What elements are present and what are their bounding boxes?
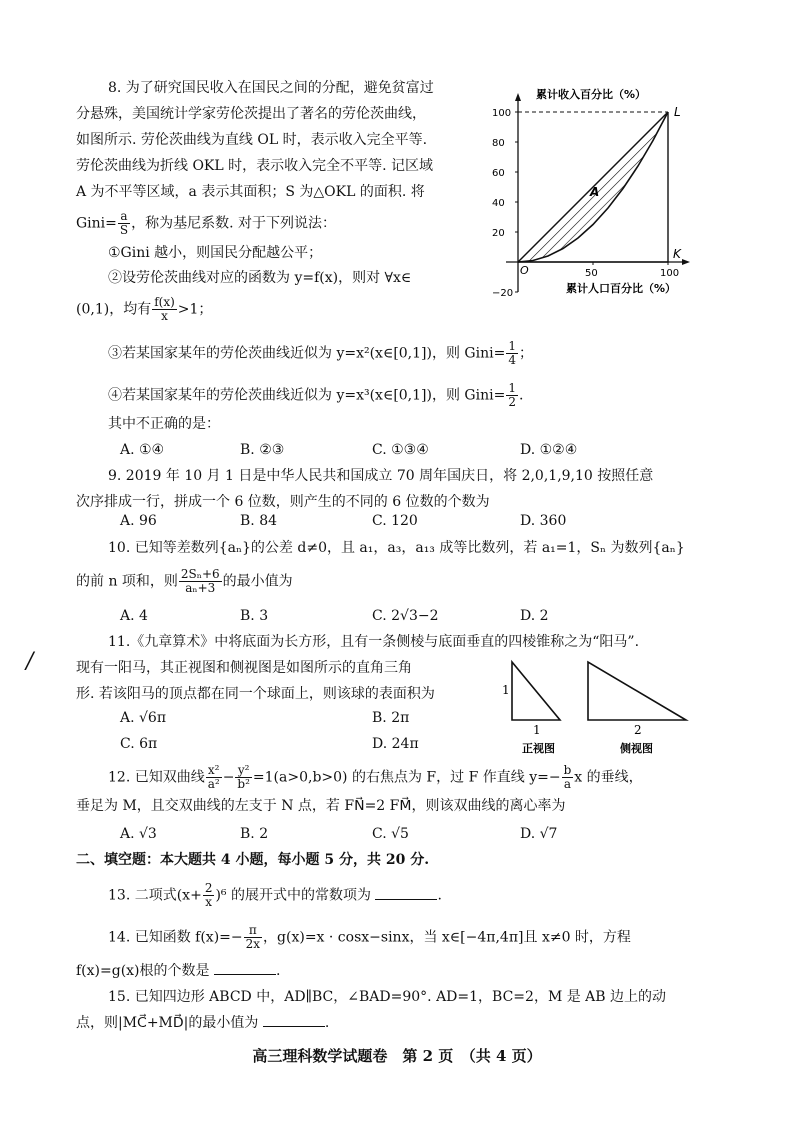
half-fraction (506, 382, 518, 409)
x-tick-label: 50 (585, 268, 598, 279)
q10-line1: 10. 已知等差数列{aₙ}的公差 d≠0，且 a₁，a₃，a₁₃ 成等比数列，若 a₁=1，Sₙ 为数列{aₙ} (108, 540, 685, 556)
q10-choice-d[interactable]: D. 2 (520, 608, 549, 624)
q12-choice-a[interactable]: A. √3 (120, 826, 157, 842)
q11-choice-b[interactable]: B. 2π (372, 710, 410, 726)
q14-fraction (244, 924, 262, 951)
q14-den: 2x (245, 937, 261, 951)
q13-post: )⁶ 的展开式中的常数项为 (215, 887, 371, 904)
q11-choice-d[interactable]: D. 24π (372, 736, 419, 752)
q14-l2-text: f(x)=g(x)根的个数是 (76, 963, 210, 979)
y-tick-label: 100 (492, 108, 512, 119)
q12-f2-den: b² (237, 777, 250, 791)
q10-choice-c[interactable]: C. 2√3−2 (372, 608, 439, 624)
q12-f1-num: x² (206, 764, 222, 778)
q10-choices (120, 606, 720, 626)
q8-s3-den: 4 (508, 353, 516, 367)
front-view-triangle (512, 662, 560, 720)
q12-f3-den: a (563, 777, 571, 791)
q12-f1-den: a² (207, 777, 220, 791)
q13-fraction (203, 882, 215, 909)
q8-line4: 劳伦茨曲线为折线 OKL 时，表示收入完全不平等. 记区域 (76, 158, 434, 174)
q14-pre: 14. 已知函数 f(x)=− (108, 929, 243, 946)
q8-s4-post: . (518, 387, 524, 404)
front-view-width-label: 1 (533, 723, 541, 737)
q8-line3: 如图所示. 劳伦茨曲线为直线 OL 时，表示收入完全平等. (76, 132, 428, 148)
q11-line3: 形. 若该阳马的顶点都在同一个球面上，则该球的表面积为 (76, 686, 435, 702)
q13-end: . (437, 887, 442, 904)
point-l-label: L (674, 105, 681, 119)
three-view-figure (496, 654, 696, 758)
q8-statement-4 (108, 382, 523, 409)
origin-label: O (520, 264, 529, 277)
q8-statement-1: ①Gini 越小，则国民分配越公平； (108, 245, 323, 261)
margin-pencil-mark: / (26, 649, 34, 674)
q14-end: . (275, 963, 281, 979)
q15-l2-text: 点，则|MC⃗+MD⃗|的最小值为 (76, 1015, 259, 1031)
q15-answer-blank[interactable] (263, 1012, 325, 1027)
y-axis-arrow (515, 93, 521, 101)
y-tick-label: 20 (492, 228, 505, 239)
q11-line2: 现有一阳马，其正视图和侧视图是如图所示的直角三角 (76, 660, 412, 676)
q15-end: . (324, 1015, 330, 1031)
q8-line5: A 为不平等区域，a 表示其面积；S 为△OKL 的面积. 将 (76, 184, 425, 200)
q8-s2b-pre: (0,1)，均有 (76, 301, 152, 318)
q9-line2: 次序排成一行，拼成一个 6 位数，则产生的不同的 6 位数的个数为 (76, 494, 490, 510)
q10-choice-b[interactable]: B. 3 (240, 608, 269, 624)
q8-choices (120, 440, 720, 460)
q10-line2 (76, 568, 293, 595)
q13-line (108, 882, 442, 909)
q8-choice-b[interactable]: B. ②③ (240, 442, 285, 458)
q8-s4-pre: ④若某国家某年的劳伦茨曲线近似为 y=x³(x∈[0,1])，则 Gini= (108, 387, 506, 404)
q11-line1: 11.《九章算术》中将底面为长方形，且有一条侧棱与底面垂直的四棱锥称之为“阳马”. (108, 634, 640, 650)
slope-fraction (562, 764, 574, 791)
q11-choice-a[interactable]: A. √6π (120, 710, 167, 726)
q8-s2b-post: >1； (177, 301, 213, 318)
q12-f3-num: b (563, 763, 572, 777)
q12-choices (120, 824, 720, 844)
q10-l2-pre: 的前 n 项和，则 (76, 573, 178, 590)
q15-line2 (76, 1012, 329, 1033)
q14-num: π (244, 924, 262, 938)
x-denominator: x (161, 309, 168, 323)
q8-s3-post: ； (518, 345, 533, 362)
q15-line1: 15. 已知四边形 ABCD 中，AD∥BC，∠BAD=90°. AD=1，BC=2，M 是 AB 边上的动 (108, 989, 667, 1005)
q8-statement-3 (108, 340, 533, 367)
q8-statement-2-cont (76, 296, 212, 323)
q12-mid: =1(a>0,b>0) 的右焦点为 F，过 F 作直线 y=− (252, 769, 561, 786)
q8-s3-pre: ③若某国家某年的劳伦茨曲线近似为 y=x²(x∈[0,1])，则 Gini= (108, 345, 506, 362)
q12-line2: 垂足为 M，且交双曲线的左支于 N 点，若 FN⃗=2 FM⃗，则该双曲线的离心率为 (76, 798, 566, 814)
q9-line1: 9. 2019 年 10 月 1 日是中华人民共和国成立 70 周年国庆日，将 2,0,1,9,10 按照任意 (108, 468, 654, 484)
y-tick-label: 80 (492, 138, 505, 149)
q14-post: ，g(x)=x · cosx−sinx，当 x∈[−4π,4π]且 x≠0 时，方程 (263, 929, 631, 946)
q8-s3-num: 1 (508, 339, 516, 353)
q13-pre: 13. 二项式(x+ (108, 887, 202, 904)
q10-numerator: 2Sₙ+6 (180, 567, 220, 581)
q10-choice-a[interactable]: A. 4 (120, 608, 148, 624)
chart-plot-area (492, 93, 690, 299)
q10-l2-post: 的最小值为 (222, 573, 293, 590)
q8-gini-definition (76, 210, 336, 237)
y-tick-label: 40 (492, 198, 505, 209)
q9-choices (120, 511, 720, 531)
front-view-height-label: 1 (502, 683, 510, 697)
section-2-heading: 二、填空题：本大题共 4 小题，每小题 5 分，共 20 分. (76, 852, 430, 868)
fx-numerator: f(x) (154, 295, 175, 309)
front-view-caption: 正视图 (522, 742, 555, 755)
y-tick-label: −20 (492, 288, 514, 299)
q13-num: 2 (204, 881, 213, 895)
q8-line2: 分悬殊，美国统计学家劳伦茨提出了著名的劳伦茨曲线， (76, 106, 426, 122)
q8-choice-d[interactable]: D. ①②④ (520, 442, 578, 458)
q8-statement-2: ②设劳伦茨曲线对应的函数为 y=f(x)，则对 ∀x∈ (108, 270, 412, 286)
hyperbola-y-fraction (235, 764, 252, 791)
q9-choice-c[interactable]: C. 120 (372, 513, 418, 529)
q8-choice-a[interactable]: A. ①④ (120, 442, 165, 458)
q9-choice-b[interactable]: B. 84 (240, 513, 278, 529)
q12-choice-d[interactable]: D. √7 (520, 826, 558, 842)
q12-minus: − (222, 769, 235, 786)
q8-choice-c[interactable]: C. ①③④ (372, 442, 429, 458)
q9-choice-d[interactable]: D. 360 (520, 513, 567, 529)
q9-choice-a[interactable]: A. 96 (120, 513, 157, 529)
gini-numerator: a (118, 210, 130, 224)
q8-line1: 8. 为了研究国民收入在国民之间的分配，避免贫富过 (108, 80, 434, 96)
y-tick-label: 60 (492, 168, 505, 179)
gini-label: Gini= (76, 215, 117, 232)
q13-answer-blank[interactable] (375, 885, 437, 900)
side-view-triangle (588, 662, 686, 720)
point-k-label: K (673, 247, 681, 261)
q10-denominator: aₙ+3 (185, 581, 216, 595)
gini-fraction (118, 210, 130, 237)
q11-choice-c[interactable]: C. 6π (120, 736, 158, 752)
side-view-width-label: 2 (634, 723, 642, 737)
fx-over-x-fraction (152, 296, 177, 323)
q8-question: 其中不正确的是： (108, 416, 220, 432)
q12-pre: 12. 已知双曲线 (108, 769, 205, 786)
q14-line2 (76, 960, 280, 981)
q8-s4-num: 1 (508, 381, 516, 395)
chart-xlabel: 累计人口百分比（%） (566, 282, 677, 295)
q12-line1 (108, 764, 643, 791)
q12-post: x 的垂线， (574, 769, 643, 786)
q8-s4-den: 2 (508, 395, 516, 409)
chart-ylabel: 累计收入百分比（%） (536, 88, 647, 101)
q13-den: x (205, 895, 213, 909)
q14-line1 (108, 924, 631, 951)
x-tick-label: 100 (660, 268, 680, 279)
q14-answer-blank[interactable] (214, 960, 276, 975)
q12-f2-num: y² (235, 764, 252, 778)
q12-choice-b[interactable]: B. 2 (240, 826, 269, 842)
gini-denominator: S (119, 223, 129, 237)
gini-tail: ，称为基尼系数. 对于下列说法： (131, 215, 337, 232)
x-axis-arrow (682, 259, 690, 265)
region-a-label: A (590, 185, 600, 199)
page-footer: 高三理科数学试题卷 第 2 页 （共 4 页） (252, 1047, 542, 1065)
lorenz-curve-chart (484, 78, 694, 308)
side-view-caption: 侧视图 (620, 742, 653, 755)
quarter-fraction (506, 340, 518, 367)
q12-choice-c[interactable]: C. √5 (372, 826, 409, 842)
q10-fraction (179, 568, 222, 595)
hyperbola-x-fraction (206, 764, 222, 791)
